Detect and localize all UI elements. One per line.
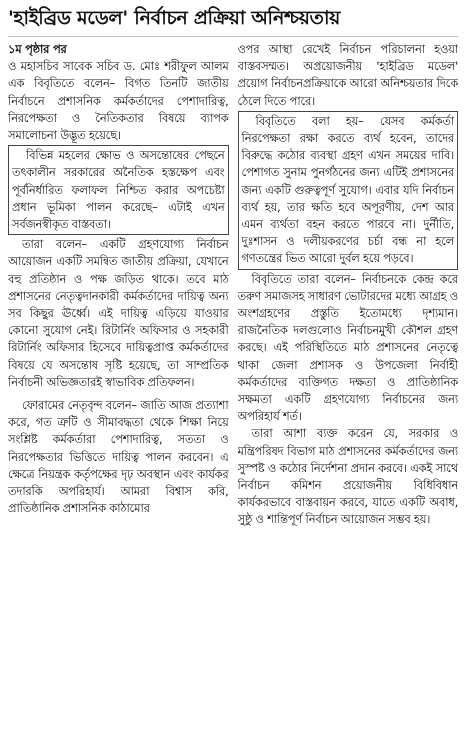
article-headline: 'হাইব্রিড মডেল' নির্বাচন প্রক্রিয়া অনিশ্চয়তায় xyxy=(8,6,458,37)
boxed-paragraph: বিবৃতিতে বলা হয়– যেসব কর্মকর্তা নিরপেক্ষতা রক্ষা করতে ব্যর্থ হবেন, তাদের বিরুদ্ধে কঠোর ব্যবস্থা গ্রহণ এখন সময়ের দাবি। পেশাগত সুনাম পুনর্গঠনের জন্য এটিই প্রশাসনের জন্য একটি গুরুত্বপূর্ণ সুযোগ। এবার যদি নির্বাচন ব্যর্থ হয়, তার ক্ষতি হবে অপূরণীয়, দেশ আর এমন ব্যর্থতা বহন করতে পারবে না। দুর্নীতি, দুঃশাসন ও দলীয়করণের চর্চা বন্ধ না হলে গণতন্ত্রের ভিত আরো দুর্বল হয়ে পড়বে। xyxy=(238,111,459,270)
continued-from-label: ১ম পৃষ্ঠার পর xyxy=(8,42,67,56)
paragraph: তারা বলেন– একটি গ্রহণযোগ্য নির্বাচন আয়োজন একটি সমন্বিত জাতীয় প্রক্রিয়া, যেখানে বহু প্রতিষ্ঠান ও পক্ষ জড়িত থাকে। তবে মাঠ প্রশাসনের নেতৃত্বদানকারী কর্মকর্তাদের দায়িত্ব অন্য সব কিছুর ঊর্ধ্বে। এই দায়িত্ব এড়িয়ে যাওয়ার কোনো সুযোগ নেই। রিটার্নিং অফিসার ও সহকারী রিটার্নিং অফিসার হিসেবে দায়িত্বপ্রাপ্ত কর্মকর্তাদের বিষয়ে যে অসন্তোষ সৃষ্টি হয়েছে, তা সাম্প্রতিক নির্বাচনী অভিজ্ঞতারই স্বাভাবিক প্রতিফলন। xyxy=(8,237,229,389)
paragraph: তারা আশা ব্যক্ত করেন যে, সরকার ও মন্ত্রিপরিষদ বিভাগ মাঠ প্রশাসনের কর্মকর্তাদের জন্য সুস্পষ্ট ও কঠোর নির্দেশনা প্রদান করবে। একই সাথে নির্বাচন কমিশন প্রয়োজনীয় বিধিবিধান কার্যকরভাবে বাস্তবায়ন করবে, যাতে একটি অবাধ, সুষ্ঠু ও শান্তিপূর্ণ নির্বাচন আয়োজন সম্ভব হয়। xyxy=(237,426,458,527)
article-body xyxy=(8,41,458,741)
boxed-paragraph: বিভিন্ন মহলের ক্ষোভ ও অসন্তোষের পেছনে তৎকালীন সরকারের অনৈতিক হস্তক্ষেপ এবং পূর্বনির্ধারিত ফলাফল নিশ্চিত করার অপচেষ্টা প্রধান ভূমিকা পালন করেছে– এটাই এখন সর্বজনস্বীকৃত বাস্তবতা। xyxy=(8,145,229,235)
paragraph: ফোরামের নেতৃবৃন্দ বলেন– জাতি আজ প্রত্যাশা করে, গত ত্রুটি ও সীমাবদ্ধতা থেকে শিক্ষা নিয়ে সংশ্লিষ্ট কর্মকর্তারা পেশাদারিত্ব, সততা ও নিরপেক্ষতার ভিত্তিতে দায়িত্ব পালন করবেন। এ ক্ষেত্রে নিয়ন্ত্রক কর্তৃপক্ষের দৃঢ় অবস্থান এবং কার্যকর তদারকি অপরিহার্য। আমরা বিশ্বাস করি, প্রাতিষ্ঠানিক প্রশাসনিক কাঠামোর xyxy=(8,398,229,516)
paragraph: ও মহাসচিব সাবেক সচিব ড. মোঃ শরীফুল আলম এক বিবৃতিতে বলেন– বিগত তিনটি জাতীয় নির্বাচনে প্রশাসনিক কর্মকর্তাদের পেশাদারিত্ব, নিরপেক্ষতা ও নৈতিকতার বিষয়ে ব্যাপক সমালোচনা উদ্ভূত হয়েছে। xyxy=(8,59,229,143)
right-column xyxy=(238,41,459,741)
left-column xyxy=(8,41,229,741)
paragraph: ওপর আস্থা রেখেই নির্বাচন পরিচালনা হওয়া বাস্তবসম্মত। অপ্রয়োজনীয় 'হাইব্রিড মডেল' প্রয়োগ নির্বাচনপ্রক্রিয়াকে আরো অনিশ্চয়তার দিকে ঠেলে দিতে পারে। xyxy=(237,42,458,108)
paragraph: বিবৃতিতে তারা বলেন– নির্বাচনকে কেন্দ্র করে তরুণ সমাজসহ সাধারণ ভোটারদের মধ্যে আগ্রহ ও অংশগ্রহণের প্রস্তুতি ইতোমধ্যে দৃশ্যমান। রাজনৈতিক দলগুলোও নির্বাচনমুখী কৌশল গ্রহণ করছে। এই পরিস্থিতিতে মাঠ প্রশাসনের নেতৃত্বে থাকা জেলা প্রশাসক ও উপজেলা নির্বাহী কর্মকর্তাদের ব্যক্তিগত দক্ষতা ও প্রাতিষ্ঠানিক সক্ষমতা একটি গ্রহণযোগ্য নির্বাচনের জন্য অপরিহার্য শর্ত। xyxy=(237,271,458,424)
